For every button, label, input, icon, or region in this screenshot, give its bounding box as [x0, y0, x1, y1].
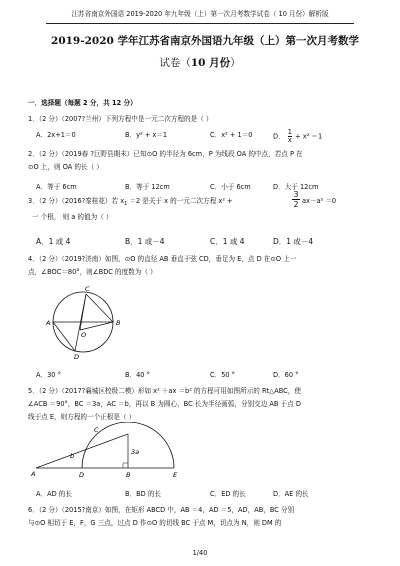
q2-option-d: D．大于 12cm [273, 183, 319, 191]
q1-option-a: A．2x+1＝0 [36, 131, 76, 139]
q3-line1: 3．（2 分）（2016?秦桂花）若 $x_1 =2$ 是关于 x 的一元二次方程 x² + [28, 197, 233, 207]
q1-option-c: C．x² + 1＝0 [210, 131, 253, 139]
q4-label-a: A [46, 319, 51, 327]
q4-label-b: B [116, 319, 121, 327]
q3-option-b: B．1 或－4 [125, 237, 165, 246]
q5-option-d: D．AE 的长 [273, 490, 309, 498]
q5-label-d: D [79, 471, 85, 479]
q5-label-side-b: b [70, 452, 75, 460]
q3-line2: 一 个根， 则 a 的值为（ ） [32, 213, 113, 221]
q3-option-c: C．1 或 4 [210, 237, 245, 246]
q5-label-a: A [31, 470, 36, 478]
q5-label-e: E [173, 471, 178, 479]
q1-option-d: D． $\frac{1}{x}$ + x² ＝1 [273, 128, 323, 144]
q4-line1: 4．（2 分）（2019?济南）如图，⊙O 的直径 AB 垂直于弦 CD，垂足为 E，点 D 在⊙O 上一 [28, 255, 297, 263]
running-header: 江苏省南京外国语 2019-2020 年九年级（上）第一次月考数学试卷（ 10 月份）解析版 [71, 10, 329, 18]
q5-label-c: C [94, 426, 99, 434]
q6-line2: 与⊙O 相切于 E，F，G 三点，过点 D 作⊙O 的切线 BC 于点 M，切点为 N，则 DM 的 [28, 519, 282, 527]
q4-option-b: B．40 ° [125, 371, 150, 379]
q6-line1: 6．（2 分）（2015?南京）如图，在矩形 ABCD 中，AB ＝4，AD ＝5，AD，AB，BC 分别 [28, 506, 295, 514]
q1-option-b: B．y² + x＝1 [125, 131, 168, 139]
q5-semicircle-figure [30, 422, 180, 480]
q3-option-d: D．1 或－4 [273, 237, 314, 246]
q3-line1-tail: ax－a² ＝0 [302, 197, 337, 205]
q2-option-c: C．小于 6cm [210, 183, 251, 191]
q3-option-a: A．1 或 4 [36, 237, 71, 246]
q1-d-numerator: 1 [287, 128, 292, 136]
q5-line3: 线于点 E，则方程的一个正根是（ ） [28, 413, 136, 421]
section-heading: 一．选择题（每题 2 分，共 12 分） [28, 99, 137, 107]
q4-label-d: D [74, 353, 80, 360]
q5-label-b: B [126, 471, 131, 479]
q4-circle-figure [28, 280, 128, 360]
q2-option-a: A．等于 6cm [36, 183, 77, 191]
doc-title: 2019-2020 学年江苏省南京外国语九年级（上）第一次月考数学 [51, 35, 359, 47]
q4-option-c: C．50 ° [210, 371, 235, 379]
doc-subtitle: 试卷（10 月份） [159, 57, 241, 69]
q5-label-3a: 3a [131, 448, 140, 456]
q5-line1: 5．（2 分）（2017?襄城区校级二模）形如 x² ＋ax ＝b² 的方程可用如图所示的 Rt△ABC，使 [28, 387, 301, 395]
q4-label-o: O [81, 331, 87, 339]
q4-label-c: C [85, 285, 90, 293]
q5-option-a: A．AD 的长 [36, 490, 72, 498]
header-rule [46, 23, 354, 24]
page-number: 1/40 [192, 549, 208, 557]
q5-option-b: B．BD 的长 [125, 490, 162, 498]
q2-line1: 2．（2 分）（2019春 ?巨野县期末）已知⊙O 的半径为 6cm，P 为线段 OA 的中点，若点 P 在 [28, 150, 303, 158]
q5-option-c: C．ED 的长 [210, 490, 246, 498]
q1-d-denominator: x [287, 136, 292, 144]
q2-option-b: B．等于 12cm [125, 183, 170, 191]
q1-stem: 1．（2 分）（2007?兰州）下列方程中是一元二次方程的是（ ） [28, 115, 213, 123]
q4-option-a: A．30 ° [36, 371, 61, 379]
q2-line2: ⊙O 上，则 OA 的长（ ） [28, 163, 103, 171]
q3-fraction: $\frac{3}{2}$ [293, 190, 299, 209]
q4-line2: 点，∠BOC＝80°，则∠BDC 的度数为（ ） [28, 268, 157, 276]
q5-line2: ∠ACB ＝90°，BC ＝3a，AC ＝b，再以 B 为圆心、BC 长为半径画弧，分别交边 AB 于点 D [28, 400, 301, 408]
q4-option-d: D．60 ° [273, 371, 299, 379]
